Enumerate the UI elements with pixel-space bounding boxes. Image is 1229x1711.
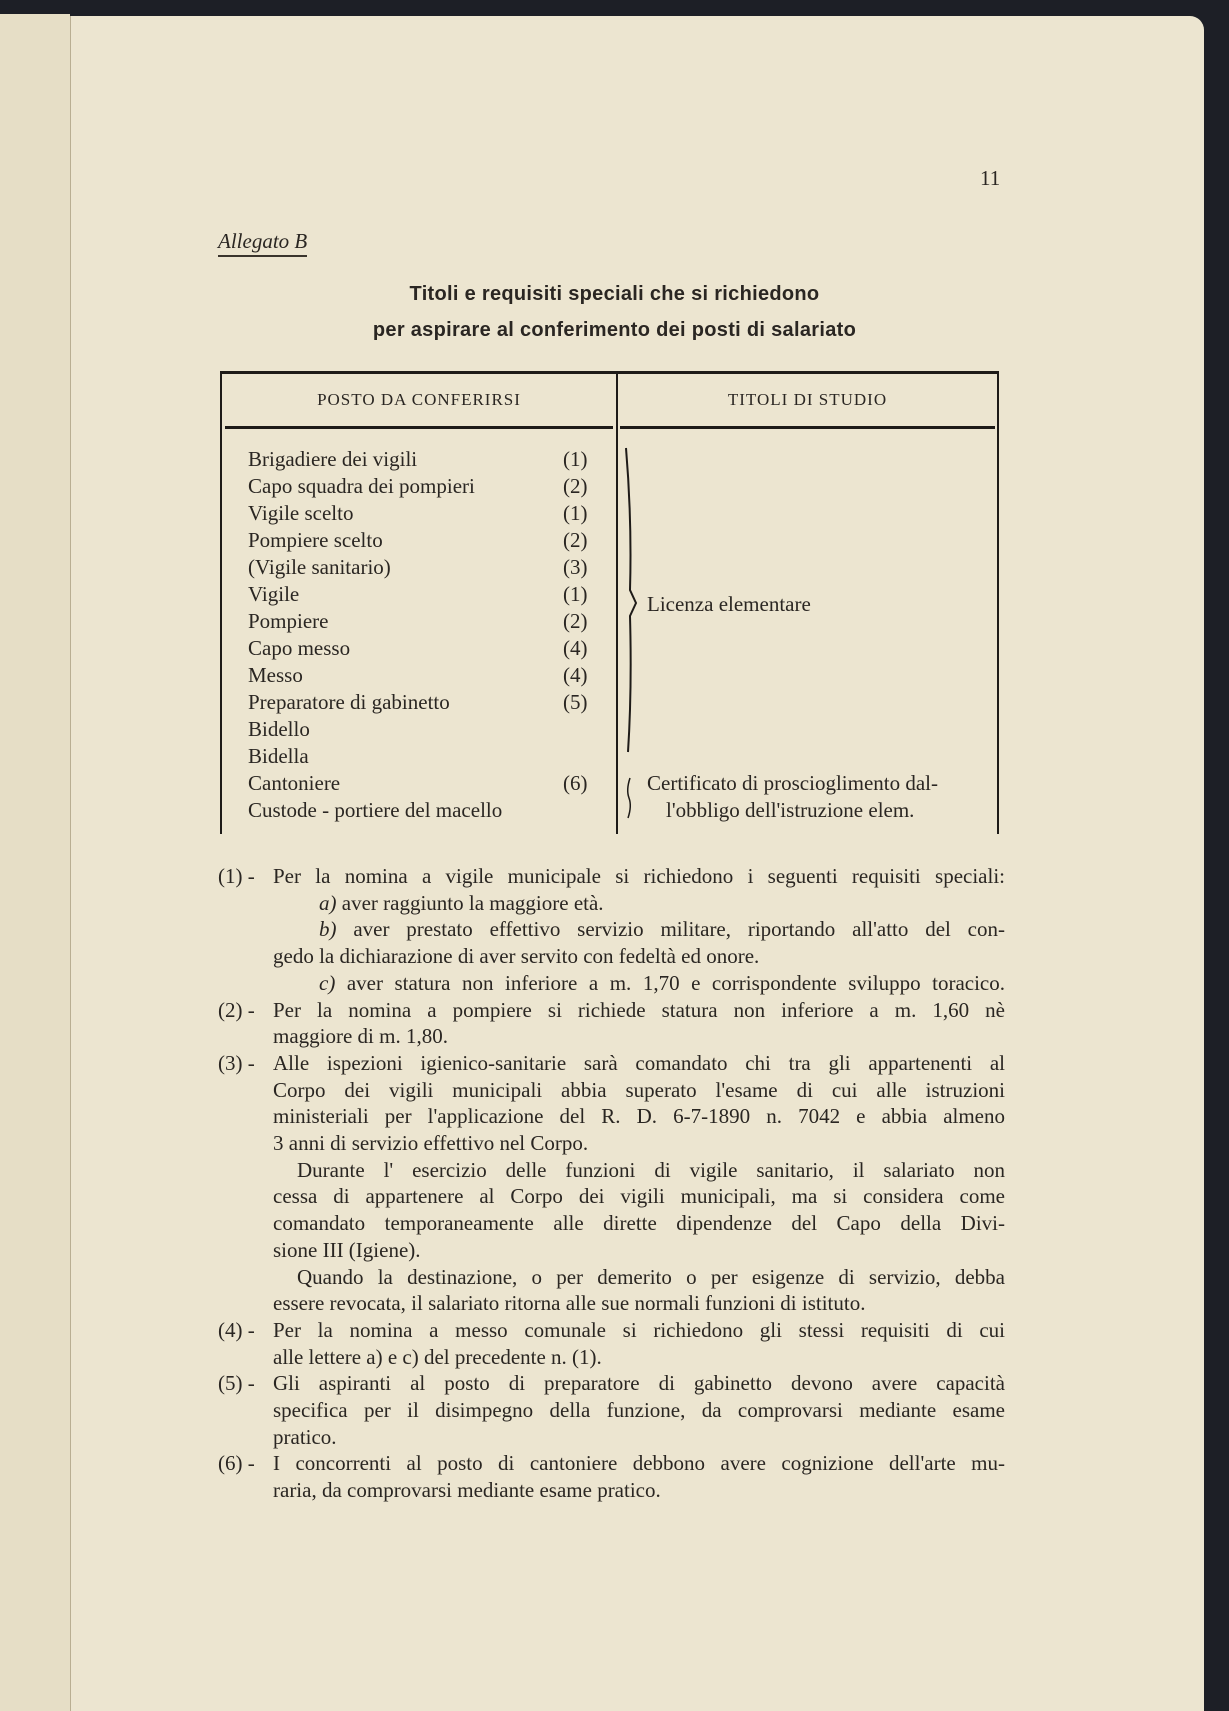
footnote-text: Per la nomina a vigile municipale si richiedono i seguenti requisiti speciali:	[273, 864, 1005, 888]
footnote-line	[218, 1370, 1005, 1396]
footnote-text: specifica per il disimpegno della funzione, da comprovarsi mediante esame	[273, 1398, 1005, 1422]
footnote-text: maggiore di m. 1,80.	[273, 1024, 448, 1049]
footnote-number: (3) -	[218, 1050, 255, 1075]
footnote-line	[273, 1344, 1005, 1370]
footnote-line	[273, 1237, 1005, 1263]
footnote-text: Durante l' esercizio delle funzioni di vigile sanitario, il salariato non	[297, 1157, 1005, 1182]
footnote-text: sione III (Igiene).	[273, 1237, 421, 1262]
footnote-text: Gli aspiranti al posto di preparatore di gabinetto devono avere capacità	[273, 1371, 1005, 1396]
page-number: 11	[980, 166, 1001, 190]
footnote-line	[218, 1317, 1005, 1343]
table-row-note-ref: (1)	[563, 447, 588, 471]
footnote-number: (4) -	[218, 1317, 255, 1342]
table-row-post: Vigile	[248, 582, 300, 606]
table-row-note-ref: (6)	[563, 771, 588, 795]
table-row-post: Bidello	[248, 717, 310, 741]
table-row-post: (Vigile sanitario)	[248, 555, 391, 579]
footnote-item-letter: a)	[319, 890, 337, 915]
column-header-titoli: TITOLI DI STUDIO	[727, 390, 888, 409]
table-row-post: Capo squadra dei pompieri	[248, 474, 475, 498]
table-row-note-ref: (4)	[563, 636, 588, 660]
table-row-post: Messo	[248, 663, 303, 687]
footnote-line	[273, 1424, 1005, 1450]
table-row-note-ref: (2)	[563, 609, 588, 633]
footnote-text: gedo la dichiarazione di aver servito con fedeltà ed onore.	[273, 944, 760, 969]
footnote-line	[273, 943, 1005, 969]
page-title-line-2: per aspirare al conferimento dei posti di salariato	[372, 319, 857, 341]
footnote-line	[273, 1130, 1005, 1156]
title-certificato-line-1: Certificato di proscioglimento dal-	[647, 771, 939, 795]
footnote-text: Per la nomina a messo comunale si richiedono gli stessi requisiti di cui	[273, 1317, 1005, 1342]
footnote-text: aver statura non inferiore a m. 1,70 e corrispondente sviluppo toracico.	[335, 970, 1005, 995]
table-row-note-ref: (1)	[563, 501, 588, 525]
footnote-line	[297, 1157, 1005, 1183]
footnote-line	[273, 1103, 1005, 1129]
footnote-line	[273, 1290, 1005, 1316]
footnote-text: Alle ispezioni igienico-sanitarie sarà comandato chi tra gli appartenenti al	[273, 1050, 1005, 1075]
footnote-text: pratico.	[273, 1424, 337, 1449]
footnote-line	[273, 1077, 1005, 1103]
table-row-post: Brigadiere dei vigili	[248, 447, 418, 471]
footnote-number: (1) -	[218, 864, 255, 888]
brace-certificato	[628, 778, 631, 818]
footnote-line	[218, 997, 1005, 1023]
footnote-text: Per la nomina a pompiere si richiede statura non inferiore a m. 1,60 nè	[273, 997, 1005, 1022]
table-row-post: Preparatore di gabinetto	[248, 690, 450, 714]
table-row-post: Pompiere scelto	[248, 528, 383, 552]
footnote-item-letter: c)	[319, 970, 336, 995]
footnote-line	[218, 863, 1005, 889]
annex-label: Allegato B	[218, 229, 307, 257]
footnote-number: (5) -	[218, 1371, 255, 1396]
footnote-text: I concorrenti al posto di cantoniere debbono avere cognizione dell'arte mu-	[273, 1451, 1005, 1476]
footnote-line	[319, 916, 1005, 942]
table-row-note-ref: (3)	[563, 555, 588, 579]
footnote-text: raria, da comprovarsi mediante esame pratico.	[273, 1478, 661, 1503]
footnote-line	[273, 1397, 1005, 1423]
footnote-line	[319, 890, 1005, 916]
page-title-line-1: Titoli e requisiti speciali che si richiedono	[409, 283, 820, 305]
table-row-note-ref: (2)	[563, 528, 588, 552]
title-certificato-line-2: l'obbligo dell'istruzione elem.	[666, 798, 915, 822]
footnote-text: cessa di appartenere al Corpo dei vigili municipali, ma si considera come	[273, 1184, 1005, 1209]
footnote-text: 3 anni di servizio effettivo nel Corpo.	[273, 1131, 589, 1155]
brace-licenza	[626, 448, 636, 752]
table-row-post: Bidella	[248, 744, 309, 768]
footnote-text: aver prestato effettivo servizio militare, riportando all'atto del con-	[336, 917, 1005, 942]
footnote-text: ministeriali per l'applicazione del R. D. 6-7-1890 n. 7042 e abbia almeno	[273, 1104, 1005, 1129]
footnote-item-letter: b)	[319, 917, 337, 942]
footnote-text: comandato temporaneamente alle dirette dipendenze del Capo della Divi-	[273, 1211, 1005, 1236]
table-row-post: Pompiere	[248, 609, 329, 633]
footnote-line	[218, 1050, 1005, 1076]
table-row-note-ref: (4)	[563, 663, 588, 687]
table-row-post: Vigile scelto	[248, 501, 354, 525]
footnote-text: Quando la destinazione, o per demerito o per esigenze di servizio, debba	[297, 1264, 1005, 1289]
table-row-note-ref: (5)	[563, 690, 588, 714]
footnote-line	[273, 1183, 1005, 1209]
footnote-text: aver raggiunto la maggiore età.	[336, 890, 604, 915]
table-row-post: Capo messo	[248, 636, 351, 660]
footnote-line	[218, 1450, 1005, 1476]
table-row-note-ref: (1)	[563, 582, 588, 606]
footnote-number: (2) -	[218, 997, 255, 1022]
footnote-line	[319, 970, 1005, 996]
column-header-posto: POSTO DA CONFERIRSI	[317, 390, 521, 409]
table-row-post: Cantoniere	[248, 771, 341, 795]
table-row-note-ref: (2)	[563, 474, 588, 498]
footnote-line	[273, 1023, 1005, 1049]
footnote-line	[297, 1264, 1005, 1290]
title-licenza: Licenza elementare	[647, 592, 811, 616]
footnote-text: Corpo dei vigili municipali abbia superato l'esame di cui alle istruzioni	[273, 1077, 1005, 1102]
table-row-post: Custode - portiere del macello	[248, 798, 503, 822]
footnote-number: (6) -	[218, 1451, 255, 1476]
footnote-text: alle lettere a) e c) del precedente n. (1).	[273, 1344, 602, 1369]
footnote-line	[273, 1210, 1005, 1236]
footnote-text: essere revocata, il salariato ritorna alle sue normali funzioni di istituto.	[273, 1291, 866, 1316]
footnote-line	[273, 1477, 1005, 1503]
